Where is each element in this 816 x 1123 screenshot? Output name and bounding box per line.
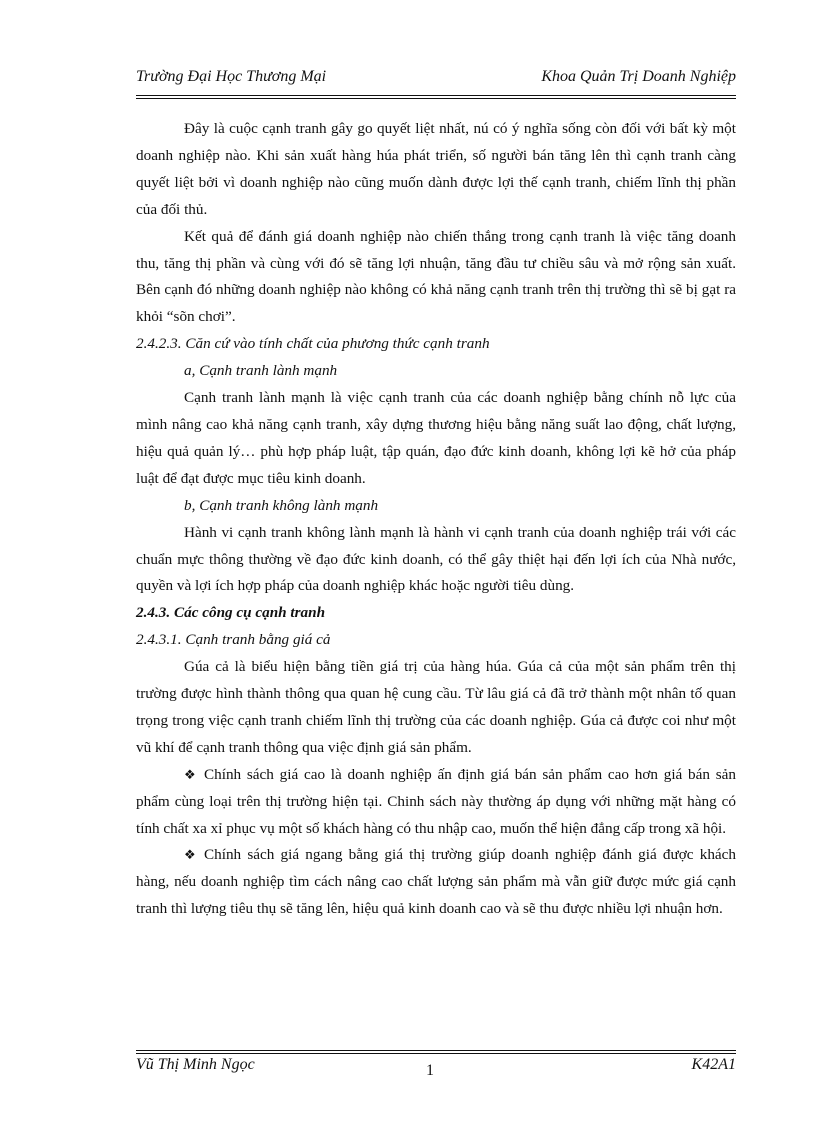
diamond-bullet-icon: ❖ — [184, 847, 196, 863]
header-school: Trường Đại Học Thương Mại — [136, 68, 327, 85]
paragraph: Kết quả để đánh giá doanh nghiệp nào chiến thắng trong cạnh tranh là việc tăng doanh thu, tăng thị phần và cùng với đó sẽ tăng lợi nhuận, tăng đầu tư chiều sâu và mở rộng sản xuất. Bên cạnh đó những doanh nghiệp nào không có khả năng cạnh tranh trên thị trường thì sẽ bị gạt ra khỏi “sõn chơi”. — [136, 227, 736, 326]
bullet-text: Chính sách giá ngang bằng giá thị trường giúp doanh nghiệp đánh giá được khách hàng, nếu doanh nghiệp tìm cách nâng cao chất lượng sản phẩm mà vẫn giữ được mức giá cạnh tranh thì lượng tiêu thụ sẽ tăng lên, hiệu quả kinh doanh cao và sẽ thu được nhiều lợi nhuận hơn. — [136, 846, 736, 918]
subheading-a: a, Cạnh tranh lành mạnh — [184, 362, 338, 380]
subheading-b: b, Cạnh tranh không lành mạnh — [184, 496, 379, 514]
section-heading-2-4-3: 2.4.3. Các công cụ cạnh tranh — [136, 604, 326, 622]
bullet-item — [136, 842, 736, 923]
page-body — [136, 116, 736, 923]
bullet-item — [136, 762, 736, 843]
footer-rule-bottom — [136, 1053, 736, 1054]
header-rule-bottom — [136, 98, 736, 99]
paragraph: Hành vi cạnh tranh không lành mạnh là hành vi cạnh tranh của doanh nghiệp trái với các chuẩn mực thông thường về đạo đức kinh doanh, có thể gây thiệt hại đến lợi ích của Nhà nước, quyền và lợi ích hợp pháp của doanh nghiệp khác hoặc người tiêu dùng. — [136, 523, 736, 595]
header-faculty: Khoa Quản Trị Doanh Nghiệp — [541, 68, 736, 85]
footer-rule-top — [136, 1050, 736, 1051]
header-rule-top — [136, 95, 736, 96]
section-heading-2-4-3-1: 2.4.3.1. Cạnh tranh bằng giá cả — [136, 631, 331, 649]
diamond-bullet-icon: ❖ — [184, 766, 196, 782]
paragraph: Đây là cuộc cạnh tranh gây go quyết liệt nhất, nú có ý nghĩa sống còn đối với bất kỳ một doanh nghiệp nào. Khi sản xuất hàng húa phát triển, số người bán tăng lên thì cạnh tranh càng quyết liệt bởi vì doanh nghiệp nào cũng muốn dành được lợi thế cạnh tranh, chiếm lĩnh thị phần của đối thủ. — [136, 120, 736, 218]
footer-class: K42A1 — [691, 1056, 736, 1073]
page-number: 1 — [426, 1062, 434, 1079]
paragraph: Gúa cả là biểu hiện bằng tiền giá trị của hàng húa. Gúa cả của một sản phẩm trên thị trường được hình thành thông qua quan hệ cung cầu. Từ lâu giá cả đã trở thành một nhân tố quan trọng trong việc cạnh tranh chiếm lĩnh thị trường của các doanh nghiệp. Gúa cả được coi như một vũ khí để cạnh tranh thông qua việc định giá sản phẩm. — [136, 658, 736, 756]
paragraph: Cạnh tranh lành mạnh là việc cạnh tranh của các doanh nghiệp bằng chính nỗ lực của mình nâng cao khả năng cạnh tranh, xây dựng thương hiệu bằng năng suất lao động, chất lượng, hiệu quả quản lý… phù hợp pháp luật, tập quán, đạo đức kinh doanh, không lợi kẽ hở của pháp luật để đạt được mục tiêu kinh doanh. — [136, 389, 736, 487]
bullet-text: Chính sách giá cao là doanh nghiệp ấn định giá bán sản phẩm cao hơn giá bán sản phẩm cùng loại trên thị trường hiện tại. Chinh sách này thường áp dụng với những mặt hàng có tính chất xa xỉ phục vụ một số khách hàng có thu nhập cao, muốn thể hiện đẳng cấp trong xã hội. — [136, 765, 736, 837]
footer-author: Vũ Thị Minh Ngọc — [136, 1056, 255, 1073]
section-heading-2-4-2-3: 2.4.2.3. Căn cứ vào tính chất của phương thức cạnh tranh — [136, 335, 490, 353]
